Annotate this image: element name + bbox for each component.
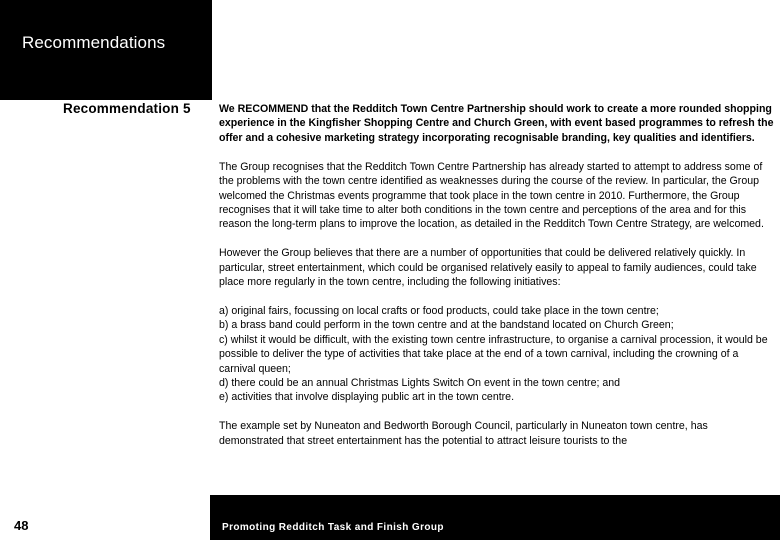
paragraph: The Group recognises that the Redditch Town Centre Partnership has already started to attempt to address some of the problems with the town centre identified as weaknesses during the course of the review. In particular, the Group welcomed the Christmas events programme that took place in the town centre in 2010. Furthermore, the Group recognises that it will take time to alter both conditions in the town centre and perceptions of the area and for this reason the long-term plans to improve the location, as detailed in the Redditch Town Centre Strategy, are welcomed. [219, 160, 764, 231]
list-item: e) activities that involve displaying public art in the town centre. [219, 391, 515, 404]
footer-text: Promoting Redditch Task and Finish Group [222, 522, 444, 533]
list-item: c) whilst it would be difficult, with the existing town centre infrastructure, to organise a carnival procession, it would be possible to deliver the type of activities that take place at the end of a town carnival, including the crowning of a carnival queen; [219, 333, 768, 375]
list-item: a) original fairs, focussing on local crafts or food products, could take place in the town centre; [219, 304, 659, 317]
section-header-box [0, 0, 212, 100]
initiatives-list [219, 304, 774, 405]
document-body [219, 102, 774, 463]
recommendation-label: Recommendation 5 [63, 101, 191, 116]
recommendation-text: We RECOMMEND that the Redditch Town Centre Partnership should work to create a more rounded shopping experience in the Kingfisher Shopping Centre and Church Green, with event based programmes to refresh the offer and a cohesive marketing strategy incorporating recognisable branding, key qualities and identifiers. [219, 103, 774, 144]
list-item: d) there could be an annual Christmas Lights Switch On event in the town centre; and [219, 377, 621, 389]
paragraph: However the Group believes that there are a number of opportunities that could be delivered relatively quickly. In particular, street entertainment, which could be organised relatively easily to appeal to family audiences, could take place more regularly in the town centre, including the following initiatives: [219, 247, 757, 289]
list-item: b) a brass band could perform in the town centre and at the bandstand located on Church Green; [219, 319, 674, 332]
paragraph: The example set by Nuneaton and Bedworth Borough Council, particularly in Nuneaton town centre, has demonstrated that street entertainment has the potential to attract leisure tourists to the [219, 420, 708, 447]
page-number: 48 [14, 518, 29, 533]
section-title: Recommendations [22, 33, 166, 52]
footer-bar [210, 495, 780, 540]
